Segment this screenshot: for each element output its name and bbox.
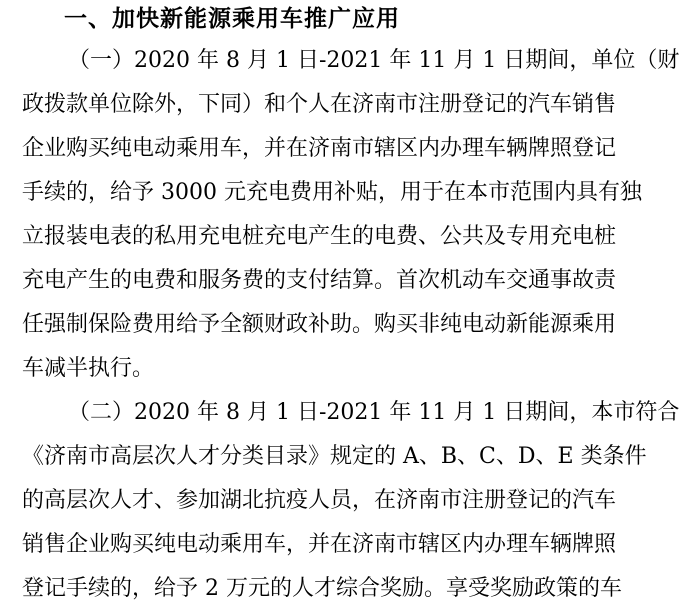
paragraph-line: （一）2020 年 8 月 1 日-2021 年 11 月 1 日期间，单位（财 bbox=[68, 48, 680, 73]
paragraph-line: 《济南市高层次人才分类目录》规定的 A、B、C、D、E 类条件 bbox=[22, 444, 647, 469]
paragraph-line: 立报装电表的私用充电桩充电产生的电费、公共及专用充电桩 bbox=[22, 224, 617, 249]
paragraph-line: 登记手续的，给予 2 万元的人才综合奖励。享受奖励政策的车 bbox=[22, 576, 622, 601]
paragraph-line: 任强制保险费用给予全额财政补助。购买非纯电动新能源乘用 bbox=[22, 312, 617, 337]
section-heading: 一、加快新能源乘用车推广应用 bbox=[64, 6, 400, 32]
paragraph-line: 政拨款单位除外，下同）和个人在济南市注册登记的汽车销售 bbox=[22, 92, 617, 117]
paragraph-line: 的高层次人才、参加湖北抗疫人员，在济南市注册登记的汽车 bbox=[22, 488, 617, 513]
paragraph-line: 企业购买纯电动乘用车，并在济南市辖区内办理车辆牌照登记 bbox=[22, 136, 617, 161]
paragraph-line: 充电产生的电费和服务费的支付结算。首次机动车交通事故责 bbox=[22, 268, 617, 293]
paragraph-line: （二）2020 年 8 月 1 日-2021 年 11 月 1 日期间，本市符合 bbox=[68, 400, 680, 425]
paragraph-line: 手续的，给予 3000 元充电费用补贴，用于在本市范围内具有独 bbox=[22, 180, 642, 205]
paragraph-line: 销售企业购买纯电动乘用车，并在济南市辖区内办理车辆牌照 bbox=[22, 532, 617, 557]
paragraph-line: 车减半执行。 bbox=[22, 356, 155, 381]
